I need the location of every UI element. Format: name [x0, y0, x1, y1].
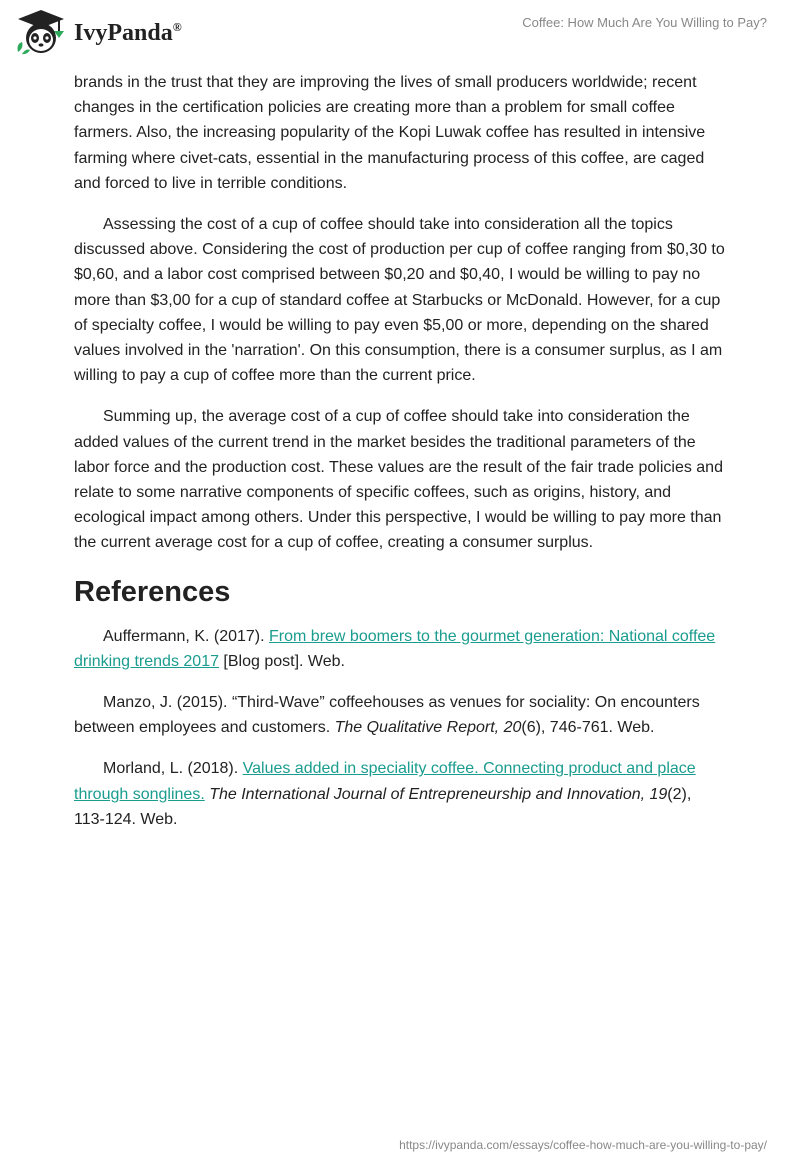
reference-1-link[interactable]: From brew boomers to the gourmet generation: National coffee drinking trends 2017 [74, 627, 716, 670]
header [0, 0, 800, 70]
reference-3-rest: (2), 113-124. Web. [74, 785, 692, 828]
reference-2-rest: (6), 746-761. Web. [521, 719, 655, 737]
essay-content [74, 70, 726, 848]
footer-url: https://ivypanda.com/essays/coffee-how-much-are-you-willing-to-pay/ [399, 1138, 767, 1152]
reference-3-author: Morland, L. (2018). [103, 760, 243, 778]
paragraph-2: Assessing the cost of a cup of coffee should take into consideration all the topics discussed above. Considering the cost of production per cup of coffee ranging from $0,30 to $0,60, and a labor cost comprised between $0,20 and $0,40, I would be willing to pay no more than $3,00 for a cup of standard coffee at Starbucks or McDonald. However, for a cup of specialty coffee, I would be willing to pay even $5,00 or more, depending on the shared values involved in the 'narration'. On this consumption, there is a consumer surplus, as I am willing to pay a cup of coffee more than the current price. [74, 216, 725, 385]
reference-2 [74, 690, 726, 740]
reference-3-link[interactable]: Values added in speciality coffee. Connecting product and place through songlines. [74, 760, 696, 803]
registered-mark: ® [172, 19, 182, 34]
reference-3 [74, 756, 726, 832]
reference-1-author: Auffermann, K. (2017). [103, 627, 270, 645]
reference-1 [74, 624, 726, 674]
page-title: Coffee: How Much Are You Willing to Pay? [522, 15, 767, 30]
brand-name: IvyPanda® [74, 19, 182, 46]
reference-2-journal: The Qualitative Report, 20 [334, 719, 522, 737]
logo[interactable] [14, 8, 182, 56]
reference-1-rest: [Blog post]. Web. [218, 652, 345, 670]
reference-3-journal: The International Journal of Entrepreneurship and Innovation, 19 [204, 785, 668, 803]
paragraph-3: Summing up, the average cost of a cup of coffee should take into consideration the added values of the current trend in the market besides the traditional parameters of the labor force and the production cost. These values are the result of the fair trade policies and relate to some narrative components of specific coffees, such as origins, history, and ecological impact among others. Under this perspective, I would be willing to pay more than the current average cost for a cup of coffee, creating a consumer surplus. [74, 408, 723, 552]
panda-logo-icon [14, 8, 68, 56]
paragraph-1: brands in the trust that they are improving the lives of small producers worldwide; recent changes in the certification policies are creating more than a problem for small coffee farmers. Also, the increasing popularity of the Kopi Luwak coffee has resulted in intensive farming where civet-cats, essential in the manufacturing process of this coffee, are caged and forced to live in terrible conditions. [74, 74, 706, 192]
reference-2-author: Manzo, J. (2015). “Third-Wave” coffeehouses as venues for sociality: On encounters between employees and customers. [74, 694, 700, 737]
references-heading: References [74, 575, 231, 608]
